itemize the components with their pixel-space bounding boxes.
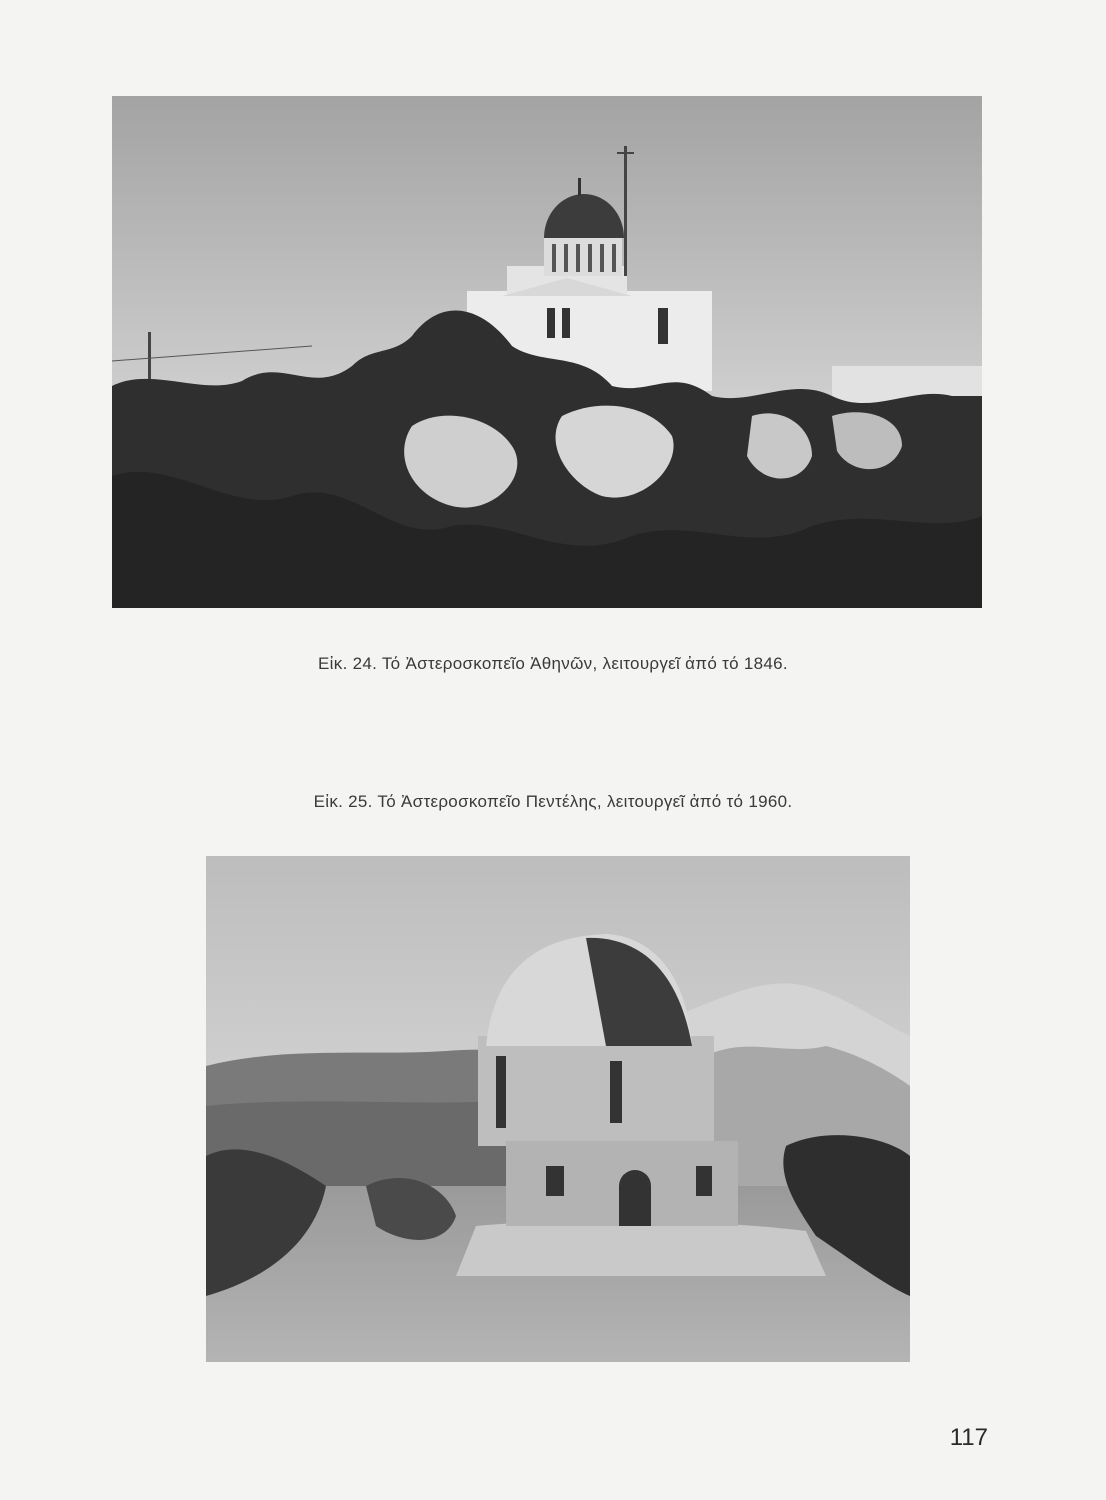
penteli-observatory-photo	[206, 856, 910, 1362]
figure-24-caption: Εἰκ. 24. Τό Ἀστεροσκοπεῖο Ἀθηνῶν, λειτουργεῖ ἀπό τό 1846.	[318, 654, 788, 673]
figure-25-caption: Εἰκ. 25. Τό Ἀστεροσκοπεῖο Πεντέλης, λειτουργεῖ ἀπό τό 1960.	[313, 792, 793, 811]
page-number: 117	[949, 1424, 988, 1451]
athens-observatory-photo	[112, 96, 982, 608]
